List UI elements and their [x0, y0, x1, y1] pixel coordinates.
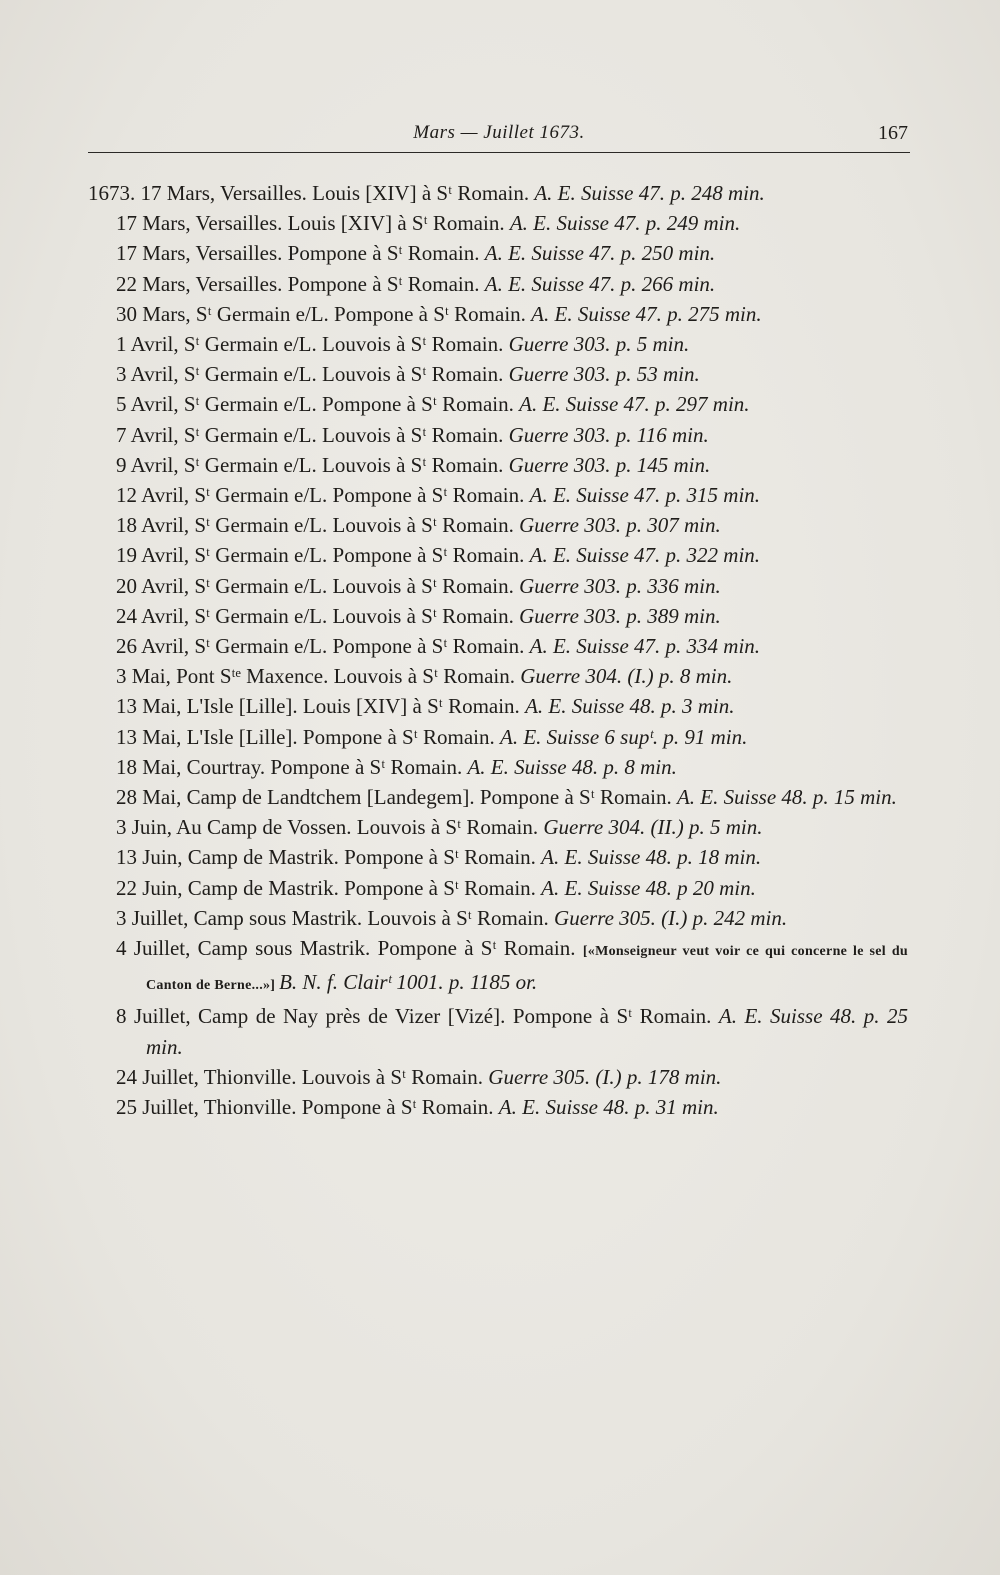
entry-reference: Guerre 304. (II.) p. 5 min.: [543, 815, 763, 840]
running-title: Mars — Juillet 1673.: [413, 122, 585, 143]
entry-reference: B. N. f. Clairᵗ 1001. p. 1185 or.: [279, 970, 538, 995]
entry-text: 28 Mai, Camp de Landtchem [Landegem]. Pompone à Sᵗ Romain.: [116, 785, 677, 810]
entry-text: 3 Juillet, Camp sous Mastrik. Louvois à Sᵗ Romain.: [116, 905, 555, 930]
entry-text: 26 Avril, Sᵗ Germain e/L. Pompone à Sᵗ Romain.: [116, 634, 530, 659]
list-item: [116, 420, 908, 450]
entry-reference: A. E. Suisse 6 supᵗ. p. 91 min.: [500, 724, 748, 749]
entry-text: 13 Mai, L'Isle [Lille]. Louis [XIV] à Sᵗ Romain.: [116, 694, 526, 719]
list-item: [116, 238, 908, 268]
entry-text: 25 Juillet, Thionville. Pompone à Sᵗ Romain.: [116, 1095, 499, 1120]
entry-reference: A. E. Suisse 47. p. 250 min.: [484, 241, 716, 266]
entry-text: 17 Mars, Versailles. Pompone à Sᵗ Romain.: [116, 241, 485, 266]
list-item: [116, 601, 908, 631]
list-item: [116, 540, 908, 570]
entry-reference: A. E. Suisse 47. p. 322 min.: [529, 543, 761, 568]
entry-reference: A. E. Suisse 47. p. 334 min.: [529, 634, 761, 659]
entry-note: [«Monseigneur veut voir ce qui concerne le sel du Canton de Berne...»]: [146, 944, 908, 994]
entry-text: 20 Avril, Sᵗ Germain e/L. Louvois à Sᵗ Romain.: [116, 573, 520, 598]
list-item: [116, 359, 908, 389]
entry-reference: Guerre 303. p. 53 min.: [508, 362, 700, 387]
list-item: [116, 1062, 908, 1092]
list-item: [116, 752, 908, 782]
entry-text: 4 Juillet, Camp sous Mastrik. Pompone à Sᵗ Romain.: [116, 936, 583, 961]
list-item: [116, 1092, 908, 1122]
list-item: [116, 1001, 908, 1061]
entry-text: 7 Avril, Sᵗ Germain e/L. Louvois à Sᵗ Romain.: [116, 422, 509, 447]
entry-reference: A. E. Suisse 48. p. 25 min.: [146, 1004, 908, 1059]
entry-reference: Guerre 303. p. 145 min.: [508, 452, 711, 477]
list-item: [116, 933, 908, 1001]
entry-reference: A. E. Suisse 47. p. 248 min.: [534, 181, 765, 205]
entry-text: 22 Mars, Versailles. Pompone à Sᵗ Romain.: [116, 271, 485, 296]
entry-list: [88, 178, 908, 1122]
entry-text: 18 Avril, Sᵗ Germain e/L. Louvois à Sᵗ Romain.: [116, 513, 520, 538]
entry-text: 13 Juin, Camp de Mastrik. Pompone à Sᵗ Romain.: [116, 845, 542, 870]
entry-text: 1 Avril, Sᵗ Germain e/L. Louvois à Sᵗ Romain.: [116, 332, 509, 357]
entry-text: 24 Avril, Sᵗ Germain e/L. Louvois à Sᵗ Romain.: [116, 603, 520, 628]
entry-reference: A. E. Suisse 47. p. 315 min.: [529, 483, 761, 508]
entry-reference: Guerre 303. p. 336 min.: [519, 573, 721, 598]
list-item: [116, 631, 908, 661]
list-item: [116, 299, 908, 329]
list-item: [116, 450, 908, 480]
header-rule: [88, 152, 910, 153]
entry-text: 12 Avril, Sᵗ Germain e/L. Pompone à Sᵗ Romain.: [116, 483, 530, 508]
entry-reference: Guerre 305. (I.) p. 242 min.: [554, 905, 788, 930]
list-item: [116, 812, 908, 842]
entry-reference: Guerre 303. p. 5 min.: [508, 332, 690, 357]
entry-reference: A. E. Suisse 48. p. 3 min.: [525, 694, 735, 719]
page-header: [88, 118, 910, 154]
entry-text: 24 Juillet, Thionville. Louvois à Sᵗ Romain.: [116, 1064, 489, 1089]
entry-text: 3 Juin, Au Camp de Vossen. Louvois à Sᵗ Romain.: [116, 815, 544, 840]
entry-text: 17 Mars, Versailles. Louis [XIV] à Sᵗ Romain.: [116, 211, 510, 236]
list-item: [116, 873, 908, 903]
entry-text: 13 Mai, L'Isle [Lille]. Pompone à Sᵗ Romain.: [116, 724, 500, 749]
entry-text: 19 Avril, Sᵗ Germain e/L. Pompone à Sᵗ Romain.: [116, 543, 530, 568]
entry-reference: A. E. Suisse 48. p 20 min.: [541, 875, 756, 900]
list-item: [116, 782, 908, 812]
list-item: [116, 269, 908, 299]
entry-text: 22 Juin, Camp de Mastrik. Pompone à Sᵗ Romain.: [116, 875, 542, 900]
entry-reference: Guerre 303. p. 389 min.: [519, 603, 721, 628]
entry-reference: A. E. Suisse 47. p. 266 min.: [484, 271, 716, 296]
entry-reference: A. E. Suisse 48. p. 31 min.: [498, 1095, 719, 1120]
entry-text: 1673. 17 Mars, Versailles. Louis [XIV] à Sᵗ Romain.: [88, 181, 535, 205]
list-item: [116, 208, 908, 238]
entry-reference: Guerre 303. p. 116 min.: [508, 422, 709, 447]
list-item: [116, 510, 908, 540]
entry-text: 8 Juillet, Camp de Nay près de Vizer [Vizé]. Pompone à Sᵗ Romain.: [116, 1004, 719, 1029]
list-item: [116, 842, 908, 872]
list-item: [116, 480, 908, 510]
page-number: 167: [878, 122, 908, 144]
entry-text: 3 Avril, Sᵗ Germain e/L. Louvois à Sᵗ Romain.: [116, 362, 509, 387]
list-item: [116, 389, 908, 419]
entry-text: 5 Avril, Sᵗ Germain e/L. Pompone à Sᵗ Romain.: [116, 392, 520, 417]
list-item: [88, 178, 908, 208]
entry-reference: A. E. Suisse 48. p. 8 min.: [467, 754, 677, 779]
entry-reference: Guerre 305. (I.) p. 178 min.: [488, 1064, 722, 1089]
list-item: [116, 691, 908, 721]
list-item: [116, 571, 908, 601]
entry-reference: A. E. Suisse 47. p. 275 min.: [531, 301, 762, 326]
list-item: [116, 661, 908, 691]
entry-reference: A. E. Suisse 47. p. 297 min.: [519, 392, 750, 417]
list-item: [116, 903, 908, 933]
list-item: [116, 329, 908, 359]
entry-reference: Guerre 303. p. 307 min.: [519, 513, 721, 538]
entry-reference: Guerre 304. (I.) p. 8 min.: [520, 664, 733, 689]
entry-text: 9 Avril, Sᵗ Germain e/L. Louvois à Sᵗ Romain.: [116, 452, 509, 477]
entry-reference: A. E. Suisse 47. p. 249 min.: [509, 211, 741, 236]
entry-text: 30 Mars, Sᵗ Germain e/L. Pompone à Sᵗ Romain.: [116, 301, 532, 326]
entry-reference: A. E. Suisse 48. p. 18 min.: [541, 845, 762, 870]
entry-text: 3 Mai, Pont Sᵗᵉ Maxence. Louvois à Sᵗ Romain.: [116, 664, 521, 689]
entry-text: 18 Mai, Courtray. Pompone à Sᵗ Romain.: [116, 754, 468, 779]
entry-reference: A. E. Suisse 48. p. 15 min.: [676, 785, 897, 810]
list-item: [116, 722, 908, 752]
